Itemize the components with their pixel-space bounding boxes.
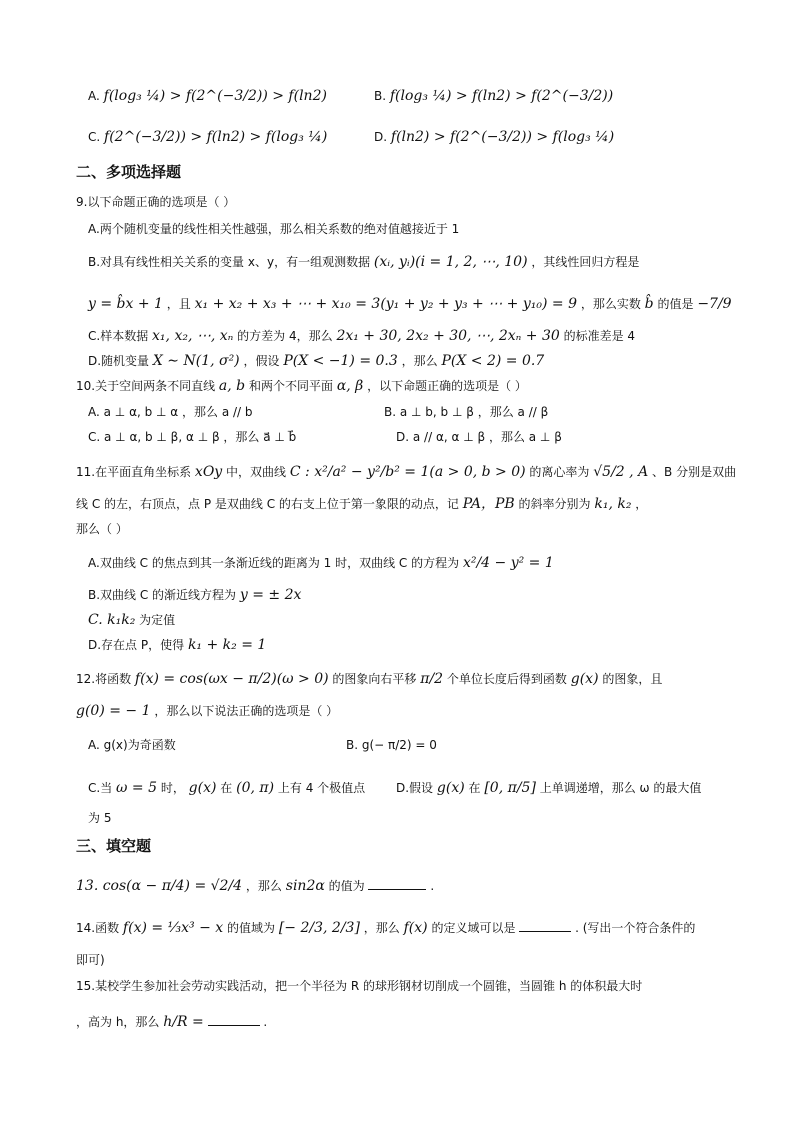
math: √5/2 , A [593, 464, 649, 480]
q9-option-c [88, 326, 635, 346]
option-expr: f(ln2) > f(2^(−3/2)) > f(log₃ ¼) [390, 129, 615, 145]
math: xOy [194, 464, 223, 480]
math: [0, π/5] [484, 780, 536, 796]
math: x²/4 − y² = 1 [462, 555, 554, 571]
math: k₁ + k₂ = 1 [187, 637, 267, 653]
math: y = ± 2x [239, 587, 302, 603]
text: D.假设 [396, 781, 434, 795]
math: g(x) [570, 671, 599, 687]
q9-option-a: A.两个随机变量的线性相关性越强，那么相关系数的绝对值越接近于 1 [88, 222, 460, 236]
q14-line1 [76, 918, 695, 938]
q8-option-a [88, 86, 327, 106]
math: (xᵢ, yᵢ)(i = 1, 2, ⋯, 10) [373, 254, 528, 270]
text: C.当 [88, 781, 113, 795]
text: . [263, 1015, 268, 1029]
q11-option-c [88, 610, 175, 630]
math: h/R = [163, 1014, 204, 1030]
math: f(x) [403, 920, 428, 936]
math: [− 2/3, 2/3] [278, 920, 360, 936]
q12-line2 [76, 701, 338, 721]
math: g(x) [436, 780, 465, 796]
q12-option-d [396, 778, 701, 798]
q10-option-d: D. a // α, α ⊥ β ，那么 a ⊥ β [396, 430, 562, 444]
q9-option-b-line2 [88, 294, 732, 314]
option-label: D. [374, 130, 388, 144]
text: . [430, 879, 435, 893]
q12-option-d-cont: 为 5 [88, 811, 112, 825]
q11-option-a [88, 553, 554, 573]
q9-option-b-line1 [88, 252, 639, 272]
math: PA，PB [462, 496, 515, 512]
text: ，高为 h，那么 [76, 1015, 160, 1029]
math: k₁, k₂ [594, 496, 632, 512]
option-label: B. [374, 89, 387, 103]
math: X ∼ N(1, σ²) [152, 353, 240, 369]
q11-line1 [76, 462, 736, 482]
text: ，且 [166, 297, 191, 311]
text: 的值域为 [227, 921, 276, 935]
math: α, β [336, 378, 364, 394]
math: a, b [218, 378, 246, 394]
text: 、B 分别是双曲 [652, 465, 737, 479]
q15-line2 [76, 1012, 267, 1032]
answer-blank [368, 889, 426, 890]
option-label: C. [88, 130, 101, 144]
math: x₁ + x₂ + x₃ + ⋯ + x₁₀ = 3(y₁ + y₂ + y₃ + ⋯ + y₁₀) = 9 [194, 296, 577, 312]
text: 的标准差是 4 [563, 329, 636, 343]
text: 上有 4 个极值点 [277, 781, 366, 795]
text: D.存在点 P，使得 [88, 638, 185, 652]
math: P(X < −1) = 0.3 [283, 353, 398, 369]
text: 在 [220, 781, 233, 795]
text: 的定义域可以是 [431, 921, 516, 935]
q12-option-b: B. g(− π/2) = 0 [346, 738, 437, 752]
q8-option-b [374, 86, 613, 106]
text: 的斜率分别为 [518, 497, 591, 511]
text: ，假设 [243, 354, 280, 368]
text: 时， [160, 781, 185, 795]
answer-blank [208, 1025, 260, 1026]
math: C. k₁k₂ [88, 612, 136, 628]
text: ，那么以下说法正确的选项是（ ） [154, 704, 339, 718]
text: ，其线性回归方程是 [531, 255, 640, 269]
math: (0, π) [236, 780, 275, 796]
q15-line1: 15.某校学生参加社会劳动实践活动，把一个半径为 R 的球形钢材切削成一个圆锥，当圆锥 h 的体积最大时 [76, 979, 643, 993]
text: 的方差为 4，那么 [237, 329, 333, 343]
text: 在 [468, 781, 481, 795]
q11-option-b [88, 585, 301, 605]
math: g(0) = − 1 [76, 703, 151, 719]
math: y = b̂x + 1 [88, 296, 163, 312]
option-expr: f(log₃ ¼) > f(ln2) > f(2^(−3/2)) [389, 88, 614, 104]
answer-blank [519, 931, 571, 932]
text: . (写出一个符合条件的 [575, 921, 696, 935]
text: 的图象，且 [602, 672, 663, 686]
q12-option-c [88, 778, 365, 798]
math: 2x₁ + 30, 2x₂ + 30, ⋯, 2xₙ + 30 [336, 328, 560, 344]
text: 的值为 [328, 879, 365, 893]
q12-line1 [76, 669, 662, 689]
text: 10.关于空间两条不同直线 [76, 379, 216, 393]
math: x₁, x₂, ⋯, xₙ [152, 328, 234, 344]
q11-line2 [76, 494, 647, 514]
q13 [76, 876, 434, 896]
text: B.对具有线性相关关系的变量 x、y，有一组观测数据 [88, 255, 371, 269]
text: 中，双曲线 [226, 465, 287, 479]
q9-option-d [88, 351, 544, 371]
text: ，那么实数 [580, 297, 641, 311]
text: 和两个不同平面 [248, 379, 333, 393]
section-3-title: 三、填空题 [76, 837, 152, 855]
text: 的离心率为 [529, 465, 590, 479]
text: 上单调递增，那么 ω 的最大值 [539, 781, 702, 795]
math: P(X < 2) = 0.7 [441, 353, 545, 369]
q10-stem [76, 376, 527, 396]
math: −7/9 [697, 296, 732, 312]
text: C.样本数据 [88, 329, 149, 343]
text: B.双曲线 C 的渐近线方程为 [88, 588, 237, 602]
q11-option-d [88, 635, 266, 655]
text: 的值是 [657, 297, 694, 311]
option-expr: f(log₃ ¼) > f(2^(−3/2)) > f(ln2) [103, 88, 327, 104]
section-2-title: 二、多项选择题 [76, 163, 182, 181]
q10-option-a: A. a ⊥ α, b ⊥ α ，那么 a // b [88, 405, 253, 419]
math: ω = 5 [116, 780, 157, 796]
text: ， [635, 497, 648, 511]
option-label: A. [88, 89, 100, 103]
math: f(x) = ⅓x³ − x [122, 920, 224, 936]
math: g(x) [188, 780, 217, 796]
text: 14.函数 [76, 921, 120, 935]
math: π/2 [420, 671, 444, 687]
text: 线 C 的左，右顶点，点 P 是双曲线 C 的右支上位于第一象限的动点，记 [76, 497, 459, 511]
text: ，那么 [363, 921, 400, 935]
q10-option-c: C. a ⊥ α, b ⊥ β, α ⊥ β ，那么 a⃗ ⊥ b⃗ [88, 430, 297, 444]
q8-option-d [374, 127, 614, 147]
text: 的图象向右平移 [332, 672, 417, 686]
text: D.随机变量 [88, 354, 150, 368]
text: A.双曲线 C 的焦点到其一条渐近线的距离为 1 时，双曲线 C 的方程为 [88, 556, 460, 570]
math: sin2α [285, 878, 325, 894]
q11-line3: 那么（ ） [76, 522, 128, 536]
text: ，那么 [245, 879, 282, 893]
text: ，那么 [401, 354, 438, 368]
math: C : x²/a² − y²/b² = 1(a > 0, b > 0) [289, 464, 526, 480]
option-expr: f(2^(−3/2)) > f(ln2) > f(log₃ ¼) [104, 129, 328, 145]
text: 个单位长度后得到函数 [446, 672, 567, 686]
q10-option-b: B. a ⊥ b, b ⊥ β ，那么 a // β [384, 405, 549, 419]
q9-stem: 9.以下命题正确的选项是（ ） [76, 195, 236, 209]
math: f(x) = cos(ωx − π/2)(ω > 0) [134, 671, 329, 687]
math: 13. cos(α − π/4) = √2/4 [76, 878, 243, 894]
q8-option-c [88, 127, 327, 147]
text: ，以下命题正确的选项是（ ） [367, 379, 527, 393]
text: 12.将函数 [76, 672, 132, 686]
text: 为定值 [139, 613, 176, 627]
text: 11.在平面直角坐标系 [76, 465, 192, 479]
q12-option-a: A. g(x)为奇函数 [88, 738, 176, 752]
q14-line2: 即可) [76, 953, 105, 967]
math: b̂ [644, 296, 654, 312]
